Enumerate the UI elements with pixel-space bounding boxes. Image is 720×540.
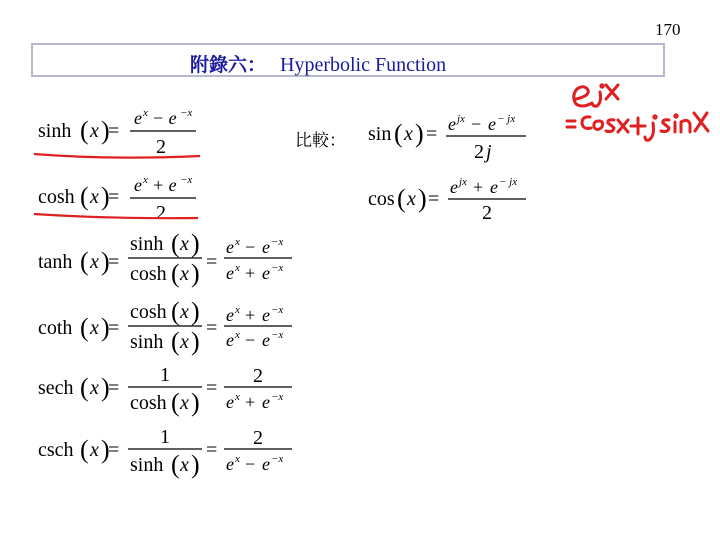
svg-text:−: − (245, 330, 256, 350)
svg-text:−: − (245, 454, 256, 474)
svg-text:sinh: sinh (130, 233, 164, 255)
svg-text:(: ( (171, 327, 180, 356)
svg-text:jx: jx (459, 176, 467, 188)
svg-text:=: = (108, 186, 120, 208)
svg-text:): ) (418, 184, 427, 213)
hw-j-dot (601, 85, 603, 87)
svg-text:e: e (262, 330, 270, 350)
svg-text:−x: −x (271, 453, 284, 465)
svg-text:e: e (226, 263, 234, 283)
svg-text:): ) (101, 313, 110, 342)
svg-text:=: = (206, 377, 218, 399)
hw-c (582, 117, 591, 129)
formula-coth (38, 297, 292, 356)
svg-text:e: e (262, 237, 270, 257)
svg-text:=: = (108, 251, 120, 273)
svg-text:): ) (101, 182, 110, 211)
svg-text:−x: −x (271, 262, 284, 274)
svg-text:2: 2 (253, 427, 263, 449)
svg-text:x: x (235, 329, 240, 341)
svg-text:−x: −x (271, 304, 284, 316)
svg-text:+: + (245, 392, 256, 412)
svg-text:x: x (180, 454, 189, 476)
formula-cos (368, 176, 526, 224)
coth-fn: coth (38, 317, 73, 339)
svg-text:x: x (235, 304, 240, 316)
svg-text:e: e (262, 305, 270, 325)
svg-text:x: x (180, 392, 189, 414)
svg-text:e: e (134, 108, 142, 128)
cosh-underline (34, 214, 198, 218)
svg-text:+ e: + e (152, 175, 177, 195)
svg-text:=: = (206, 317, 218, 339)
svg-text:(: ( (80, 116, 89, 145)
page-number: 170 (655, 20, 681, 39)
svg-text:1: 1 (160, 364, 170, 386)
svg-text:e: e (262, 454, 270, 474)
svg-text:): ) (191, 229, 200, 258)
svg-text:sinh: sinh (130, 331, 164, 353)
svg-text:cosh: cosh (130, 301, 167, 323)
svg-text:e: e (448, 114, 456, 134)
svg-text:(: ( (171, 450, 180, 479)
svg-text:cosh: cosh (130, 263, 167, 285)
svg-text:(: ( (171, 259, 180, 288)
hw-equals (567, 121, 575, 127)
svg-text:x: x (404, 123, 413, 145)
svg-text:): ) (101, 116, 110, 145)
hw-i-dot (675, 115, 677, 117)
svg-text:(: ( (80, 182, 89, 211)
svg-text:(: ( (80, 373, 89, 402)
svg-text:− jx: − jx (497, 113, 516, 125)
svg-text:x: x (90, 317, 99, 339)
svg-text:=: = (108, 439, 120, 461)
svg-text:(: ( (397, 184, 406, 213)
svg-text:(: ( (171, 297, 180, 326)
svg-text:+: + (245, 305, 256, 325)
svg-text:j: j (486, 141, 492, 163)
svg-text:(: ( (171, 388, 180, 417)
compare-label: 比較： (295, 131, 346, 151)
svg-text:e: e (226, 237, 234, 257)
svg-text:): ) (101, 247, 110, 276)
svg-text:): ) (191, 388, 200, 417)
svg-text:jx: jx (457, 113, 465, 125)
cosh-fn: cosh (38, 186, 75, 208)
sinh-fn: sinh (38, 120, 72, 142)
title-chinese: 附錄六： (190, 54, 267, 76)
svg-text:−x: −x (271, 329, 284, 341)
tanh-fn: tanh (38, 251, 73, 273)
svg-text:− jx: − jx (499, 176, 518, 188)
svg-text:+: + (245, 263, 256, 283)
svg-text:=: = (428, 188, 440, 210)
svg-text:1: 1 (160, 426, 170, 448)
svg-text:− e: − e (152, 108, 177, 128)
handwritten-note (567, 85, 708, 140)
svg-text:−x: −x (180, 174, 193, 186)
svg-text:x: x (235, 453, 240, 465)
sech-fn: sech (38, 377, 74, 399)
hw-x3 (694, 113, 708, 131)
svg-text:): ) (191, 450, 200, 479)
hw-j2-dot (654, 116, 656, 118)
svg-text:): ) (191, 259, 200, 288)
svg-text:(: ( (171, 229, 180, 258)
title-english: Hyperbolic Function (280, 54, 447, 76)
svg-text:(: ( (80, 247, 89, 276)
hw-e (574, 87, 590, 106)
svg-text:x: x (90, 120, 99, 142)
svg-text:2: 2 (156, 202, 166, 224)
svg-text:x: x (90, 439, 99, 461)
hw-o (594, 121, 603, 130)
csch-fn: csch (38, 439, 74, 461)
svg-text:=: = (108, 317, 120, 339)
svg-text:=: = (108, 377, 120, 399)
svg-text:−: − (245, 237, 256, 257)
svg-text:=: = (206, 251, 218, 273)
sinh-underline (34, 154, 200, 158)
cos-fn: cos (368, 188, 395, 210)
svg-text:x: x (180, 233, 189, 255)
formula-tanh (38, 229, 292, 288)
svg-text:−x: −x (180, 107, 193, 119)
svg-text:e: e (226, 454, 234, 474)
svg-text:2: 2 (482, 202, 492, 224)
svg-text:x: x (90, 186, 99, 208)
svg-text:2: 2 (474, 141, 484, 163)
svg-text:sinh: sinh (130, 454, 164, 476)
svg-text:(: ( (80, 313, 89, 342)
svg-text:x: x (235, 391, 240, 403)
svg-text:x: x (90, 251, 99, 273)
svg-text:x: x (235, 262, 240, 274)
svg-text:e: e (226, 392, 234, 412)
svg-text:): ) (415, 119, 424, 148)
svg-text:x: x (235, 236, 240, 248)
svg-text:): ) (191, 297, 200, 326)
svg-text:): ) (101, 373, 110, 402)
svg-text:=: = (206, 439, 218, 461)
svg-text:e: e (262, 392, 270, 412)
svg-text:e: e (226, 305, 234, 325)
formula-sinh (38, 107, 196, 158)
svg-text:x: x (143, 174, 148, 186)
sin-fn: sin (368, 123, 392, 145)
svg-text:−: − (471, 114, 482, 134)
svg-text:(: ( (394, 119, 403, 148)
svg-text:cosh: cosh (130, 392, 167, 414)
svg-text:e: e (262, 263, 270, 283)
hw-n (681, 120, 690, 132)
hw-plus (631, 118, 645, 134)
formula-sin (368, 113, 526, 163)
svg-text:e: e (450, 177, 458, 197)
svg-text:e: e (134, 175, 142, 195)
svg-text:x: x (180, 301, 189, 323)
svg-text:x: x (143, 107, 148, 119)
hw-x2 (618, 120, 628, 132)
svg-text:2: 2 (156, 136, 166, 158)
svg-text:e: e (490, 177, 498, 197)
svg-text:=: = (426, 123, 438, 145)
svg-text:x: x (180, 331, 189, 353)
hw-j (592, 92, 601, 106)
svg-text:=: = (108, 120, 120, 142)
svg-text:−x: −x (271, 391, 284, 403)
svg-text:2: 2 (253, 365, 263, 387)
formula-csch (38, 426, 292, 479)
formula-sech (38, 364, 292, 417)
svg-text:e: e (488, 114, 496, 134)
svg-text:): ) (101, 435, 110, 464)
svg-text:e: e (226, 330, 234, 350)
svg-text:): ) (191, 327, 200, 356)
svg-text:−x: −x (271, 236, 284, 248)
hw-x (606, 85, 618, 99)
hw-s2 (661, 120, 669, 132)
hw-s (606, 120, 614, 132)
svg-text:+: + (473, 177, 484, 197)
svg-text:(: ( (80, 435, 89, 464)
svg-text:x: x (180, 263, 189, 285)
svg-text:x: x (407, 188, 416, 210)
svg-text:x: x (90, 377, 99, 399)
